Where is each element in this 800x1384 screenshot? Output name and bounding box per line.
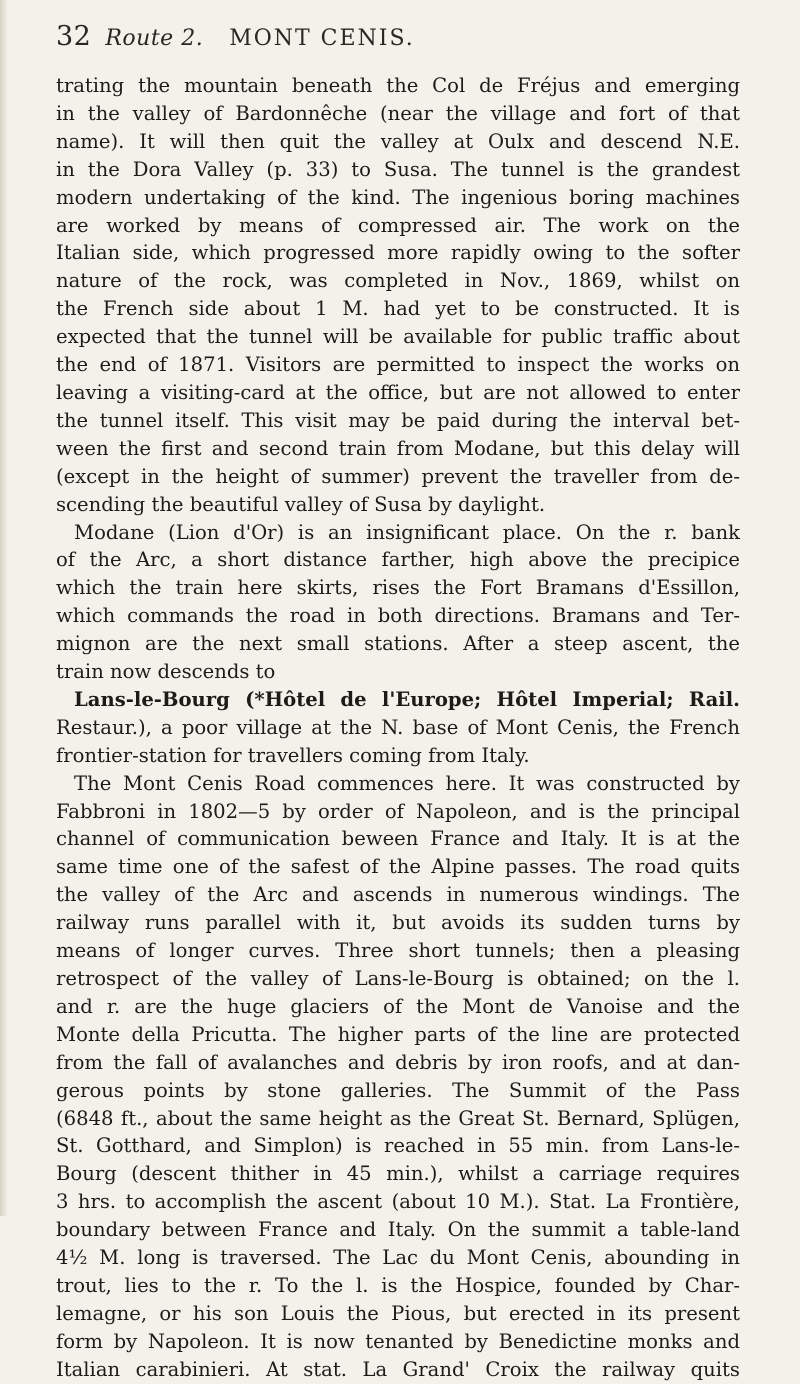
- text-line: means of longer curves. Three short tunnels; then a pleasing: [56, 939, 740, 963]
- running-title: MONT CENIS.: [229, 26, 415, 51]
- text-line: Italian side, which progressed more rapidly owing to the softer: [56, 241, 740, 265]
- text-line: form by Napoleon. It is now tenanted by Benedictine monks and: [56, 1329, 740, 1353]
- text-line: in the valley of Bardonnêche (near the village and fort of that: [56, 101, 740, 125]
- text-line: gerous points by stone galleries. The Summit of the Pass: [56, 1078, 740, 1102]
- text-line: leaving a visiting-card at the office, but are not allowed to enter: [56, 380, 740, 404]
- text-line: ween the first and second train from Modane, but this delay will: [56, 436, 740, 460]
- text-line: channel of communication beween France and Italy. It is at the: [56, 827, 740, 851]
- text-line: nature of the rock, was completed in Nov., 1869, whilst on: [56, 269, 740, 293]
- text-line: the tunnel itself. This visit may be paid during the interval bet-: [56, 408, 740, 432]
- text-line: name). It will then quit the valley at Oulx and descend N.E.: [56, 129, 740, 153]
- text-line: Restaur.), a poor village at the N. base of Mont Cenis, the French: [56, 715, 740, 739]
- running-head: [56, 0, 740, 50]
- page-number: 32: [56, 21, 92, 52]
- text-line: Modane (Lion d'Or) is an insignificant place. On the r. bank: [74, 520, 740, 544]
- text-line: retrospect of the valley of Lans-le-Bourg is obtained; on the l.: [56, 967, 740, 990]
- text-line: Italian carabinieri. At stat. La Grand' Croix the railway quits: [56, 1357, 740, 1381]
- text-line: which commands the road in both directions. Bramans and Ter-: [56, 604, 740, 628]
- text-line: trating the mountain beneath the Col de Fréjus and emerging: [56, 74, 740, 97]
- page-gutter-shadow: [0, 0, 8, 1216]
- text-line: modern undertaking of the kind. The ingenious boring machines: [56, 185, 740, 209]
- text-line: the valley of the Arc and ascends in numerous windings. The: [56, 883, 740, 907]
- text-line: which the train here skirts, rises the Fort Bramans d'Essillon,: [56, 576, 740, 600]
- text-line: (6848 ft., about the same height as the Great St. Bernard, Splügen,: [56, 1106, 740, 1130]
- text-line: boundary between France and Italy. On the summit a table-land: [56, 1218, 740, 1242]
- text-line: The Mont Cenis Road commences here. It was constructed by: [74, 771, 740, 795]
- text-line: of the Arc, a short distance farther, high above the precipice: [56, 548, 740, 572]
- text-line: in the Dora Valley (p. 33) to Susa. The tunnel is the grandest: [56, 157, 740, 181]
- text-line: St. Gotthard, and Simplon) is reached in 55 min. from Lans-le-: [56, 1134, 740, 1158]
- text-line: lemagne, or his son Louis the Pious, but erected in its present: [56, 1301, 740, 1325]
- text-line: (except in the height of summer) prevent the traveller from de-: [56, 464, 740, 488]
- text-line: Monte della Pricutta. The higher parts of the line are protected: [56, 1022, 740, 1046]
- text-line: and r. are the huge glaciers of the Mont de Vanoise and the: [56, 994, 740, 1018]
- body-text: [56, 72, 740, 1384]
- text-line: trout, lies to the r. To the l. is the Hospice, founded by Char-: [56, 1273, 740, 1297]
- text-line: expected that the tunnel will be available for public traffic about: [56, 325, 740, 349]
- route-label: Route 2.: [105, 26, 204, 51]
- text-line: frontier-station for travellers coming from Italy.: [56, 743, 530, 767]
- text-line: from the fall of avalanches and debris by iron roofs, and at dan-: [56, 1050, 740, 1074]
- text-line: the end of 1871. Visitors are permitted to inspect the works on: [56, 353, 740, 377]
- text-line: are worked by means of compressed air. The work on the: [56, 213, 740, 237]
- text-line: Bourg (descent thither in 45 min.), whilst a carriage requires: [56, 1162, 740, 1186]
- text-line: mignon are the next small stations. After a steep ascent, the: [56, 632, 740, 656]
- text-line: railway runs parallel with it, but avoids its sudden turns by: [56, 911, 740, 935]
- text-line: 4½ M. long is traversed. The Lac du Mont Cenis, abounding in: [56, 1246, 740, 1270]
- text-line: Fabbroni in 1802—5 by order of Napoleon, and is the principal: [56, 799, 740, 823]
- text-line: same time one of the safest of the Alpine passes. The road quits: [56, 855, 740, 879]
- text-line: scending the beautiful valley of Susa by daylight.: [56, 492, 546, 516]
- text-line: Lans-le-Bourg (*Hôtel de l'Europe; Hôtel Imperial; Rail.: [74, 687, 740, 711]
- text-line: train now descends to: [56, 660, 276, 684]
- text-line: 3 hrs. to accomplish the ascent (about 10 M.). Stat. La Frontière,: [56, 1190, 740, 1214]
- text-line: the French side about 1 M. had yet to be constructed. It is: [56, 297, 740, 321]
